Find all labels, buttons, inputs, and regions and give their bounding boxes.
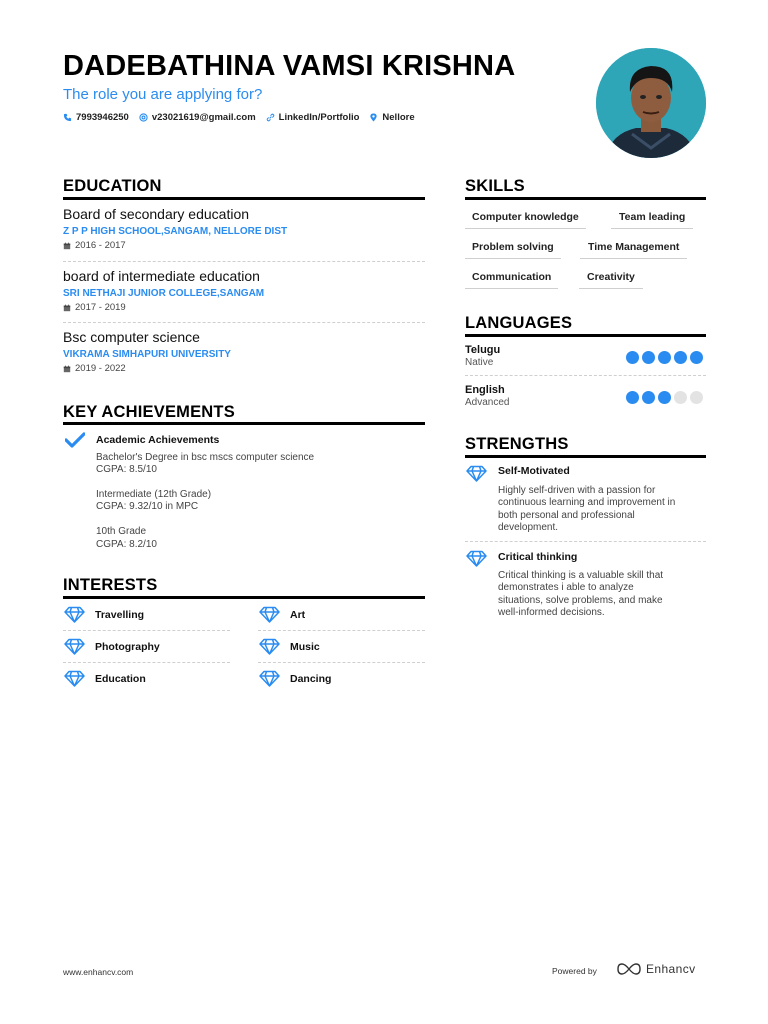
skills-rule (465, 197, 706, 200)
interest-label: Music (290, 640, 320, 653)
rating-dot-filled (626, 391, 639, 404)
achievement-line: CGPA: 9.32/10 in MPC (96, 501, 199, 512)
rating-dot-filled (658, 391, 671, 404)
achievements-title: KEY ACHIEVEMENTS (63, 403, 235, 421)
education-dates-text: 2016 - 2017 (75, 240, 126, 251)
calendar-icon (63, 304, 71, 312)
interest-label: Dancing (290, 672, 332, 685)
education-item (63, 206, 425, 251)
strength-line: continuous learning and improvement in (498, 497, 676, 509)
divider (63, 630, 230, 631)
strength-line: both personal and professional (498, 509, 635, 521)
strength-title: Self-Motivated (498, 465, 570, 477)
candidate-name: DADEBATHINA VAMSI KRISHNA (63, 50, 516, 82)
diamond-icon (64, 606, 85, 623)
achievement-line: CGPA: 8.5/10 (96, 464, 157, 475)
diamond-icon (64, 638, 85, 655)
diamond-icon (259, 606, 280, 623)
rating-dot-filled (674, 351, 687, 364)
contact-location (369, 112, 414, 123)
contact-email[interactable] (139, 112, 256, 123)
interest-item (64, 606, 144, 623)
diamond-icon (466, 550, 487, 567)
location-text: Nellore (382, 112, 415, 123)
diamond-icon (466, 465, 487, 482)
achievement-line: 10th Grade (96, 526, 147, 537)
rating-dot-filled (626, 351, 639, 364)
education-degree: Board of secondary education (63, 206, 250, 222)
footer-brand-logo[interactable] (616, 962, 696, 976)
language-level: Native (465, 357, 494, 368)
interest-item (64, 638, 160, 655)
diamond-icon (259, 670, 280, 687)
achievement-title: Academic Achievements (96, 434, 220, 446)
education-rule (63, 197, 425, 200)
education-dates-text: 2019 - 2022 (75, 363, 126, 374)
diamond-icon (259, 638, 280, 655)
achievements-rule (63, 422, 425, 425)
education-school: VIKRAMA SIMHAPURI UNIVERSITY (63, 349, 231, 360)
education-school: Z P P HIGH SCHOOL,SANGAM, NELLORE DIST (63, 226, 288, 237)
location-pin-icon (369, 113, 378, 122)
strength-line: situations, solve problems, and make (498, 594, 663, 606)
education-school: SRI NETHAJI JUNIOR COLLEGE,SANGAM (63, 288, 265, 299)
strength-title: Critical thinking (498, 551, 578, 563)
rating-dot-filled (642, 351, 655, 364)
rating-dot-filled (658, 351, 671, 364)
interest-label: Travelling (95, 608, 145, 621)
education-item (63, 268, 425, 313)
rating-dot-empty (690, 391, 703, 404)
skills-title: SKILLS (465, 177, 525, 195)
skill-tag: Time Management (580, 241, 687, 259)
achievement-line: Intermediate (12th Grade) (96, 489, 212, 500)
footer-site-link[interactable]: www.enhancv.com (63, 967, 134, 977)
interest-label: Education (95, 672, 146, 685)
at-icon (139, 113, 148, 122)
rating-dot-filled (642, 391, 655, 404)
achievement-line: Bachelor's Degree in bsc mscs computer science (96, 452, 315, 463)
strength-line: demonstrates i able to analyze (498, 582, 634, 594)
interest-item (64, 670, 146, 687)
strength-line: well-informed decisions. (498, 607, 605, 619)
strength-description (498, 570, 708, 620)
diamond-icon (64, 670, 85, 687)
strength-line: Critical thinking is a valuable skill that (498, 570, 664, 581)
skill-tag: Computer knowledge (465, 211, 586, 229)
strengths-rule (465, 455, 706, 458)
language-rating (626, 351, 703, 364)
interests-rule (63, 596, 425, 599)
contact-bar (63, 112, 415, 123)
education-dates-text: 2017 - 2019 (75, 302, 126, 313)
interests-title: INTERESTS (63, 576, 158, 594)
achievement-line: CGPA: 8.2/10 (96, 539, 157, 550)
divider (63, 322, 425, 323)
strength-line: development. (498, 522, 559, 534)
calendar-icon (63, 242, 71, 250)
education-dates (63, 240, 425, 251)
education-dates (63, 363, 425, 374)
strengths-title: STRENGTHS (465, 435, 569, 453)
language-name: English (465, 384, 505, 396)
education-dates (63, 302, 425, 313)
skill-tag: Problem solving (465, 241, 561, 259)
divider (258, 630, 425, 631)
checkmark-icon (65, 432, 85, 448)
footer-powered-by: Powered by (552, 966, 597, 976)
phone-text: 7993946250 (76, 112, 129, 123)
language-level: Advanced (465, 397, 510, 408)
skill-tag: Creativity (579, 271, 643, 289)
strength-description (498, 485, 708, 535)
profile-photo (596, 48, 706, 158)
language-name: Telugu (465, 344, 501, 356)
enhancv-logo-icon (616, 962, 642, 976)
phone-icon (63, 113, 72, 122)
interest-label: Photography (95, 640, 160, 653)
education-item (63, 329, 425, 374)
interest-label: Art (290, 608, 306, 621)
divider (258, 662, 425, 663)
footer-brand-name: Enhancv (646, 962, 696, 976)
divider (465, 375, 706, 376)
strength-line: Highly self-driven with a passion for (498, 485, 656, 496)
link-icon (266, 113, 275, 122)
divider (465, 541, 706, 542)
contact-link[interactable] (266, 112, 360, 123)
divider (63, 261, 425, 262)
rating-dot-empty (674, 391, 687, 404)
divider (63, 662, 230, 663)
skill-tag: Team leading (611, 211, 693, 229)
email-text: v23021619@gmail.com (151, 112, 256, 123)
education-title: EDUCATION (63, 177, 162, 195)
languages-rule (465, 334, 706, 337)
interest-item (259, 638, 320, 655)
interest-item (259, 606, 305, 623)
target-role: The role you are applying for? (63, 86, 263, 103)
languages-title: LANGUAGES (465, 314, 573, 332)
language-rating (626, 391, 703, 404)
education-degree: Bsc computer science (63, 329, 200, 345)
skill-tag: Communication (465, 271, 558, 289)
contact-phone[interactable] (63, 112, 129, 123)
calendar-icon (63, 365, 71, 373)
link-text: LinkedIn/Portfolio (278, 112, 360, 123)
rating-dot-filled (690, 351, 703, 364)
education-degree: board of intermediate education (63, 268, 260, 284)
interest-item (259, 670, 331, 687)
